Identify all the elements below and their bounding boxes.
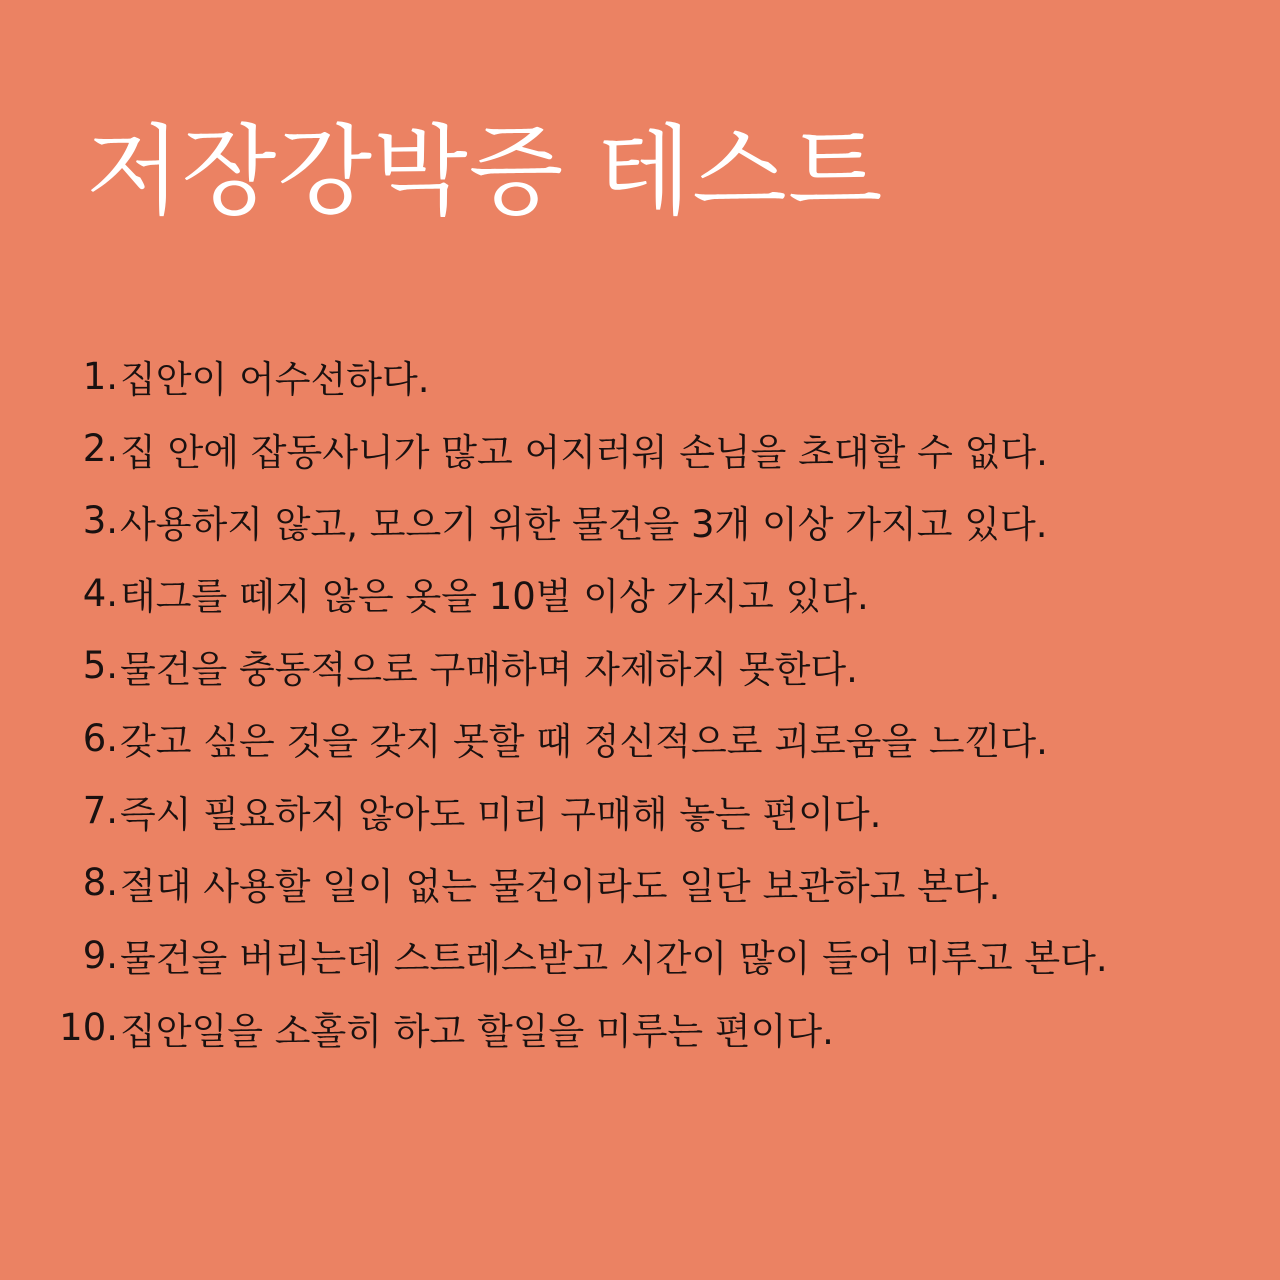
- item-number: 4.: [82, 571, 118, 615]
- list-item: [0, 630, 1108, 702]
- page-title: 저장강박증 테스트: [86, 115, 884, 229]
- item-number: 9.: [82, 933, 118, 977]
- item-number: 5.: [82, 644, 118, 688]
- item-text: 집안일을 소홀히 하고 할일을 미루는 편이다.: [120, 1009, 834, 1053]
- list-item: [0, 919, 1108, 991]
- item-text: 집 안에 잡동사니가 많고 어지러워 손님을 초대할 수 없다.: [120, 430, 1048, 474]
- item-text: 즉시 필요하지 않아도 미리 구매해 놓는 편이다.: [120, 792, 882, 836]
- item-number: 8.: [82, 861, 118, 905]
- item-number: 7.: [82, 789, 118, 833]
- item-text: 사용하지 않고, 모으기 위한 물건을 3개 이상 가지고 있다.: [120, 502, 1048, 546]
- item-text: 절대 사용할 일이 없는 물건이라도 일단 보관하고 본다.: [120, 864, 1001, 908]
- item-number: 6.: [82, 716, 118, 760]
- item-number: 2.: [82, 427, 118, 471]
- item-number: 3.: [82, 499, 118, 543]
- item-text: 갖고 싶은 것을 갖지 못할 때 정신적으로 괴로움을 느낀다.: [120, 720, 1048, 764]
- item-text: 물건을 버리는데 스트레스받고 시간이 많이 들어 미루고 본다.: [120, 937, 1108, 981]
- list-item: [0, 992, 1108, 1064]
- item-text: 물건을 충동적으로 구매하며 자제하지 못한다.: [120, 647, 858, 691]
- list-item: [0, 412, 1108, 484]
- item-text: 집안이 어수선하다.: [120, 358, 430, 402]
- list-item: [0, 557, 1108, 629]
- item-text: 태그를 떼지 않은 옷을 10벌 이상 가지고 있다.: [120, 575, 869, 619]
- list-item: [0, 774, 1108, 846]
- list-item: [0, 485, 1108, 557]
- checklist: [0, 340, 1108, 1064]
- list-item: [0, 340, 1108, 412]
- item-number: 1.: [82, 354, 118, 398]
- item-number: 10.: [59, 1006, 118, 1050]
- list-item: [0, 847, 1108, 919]
- list-item: [0, 702, 1108, 774]
